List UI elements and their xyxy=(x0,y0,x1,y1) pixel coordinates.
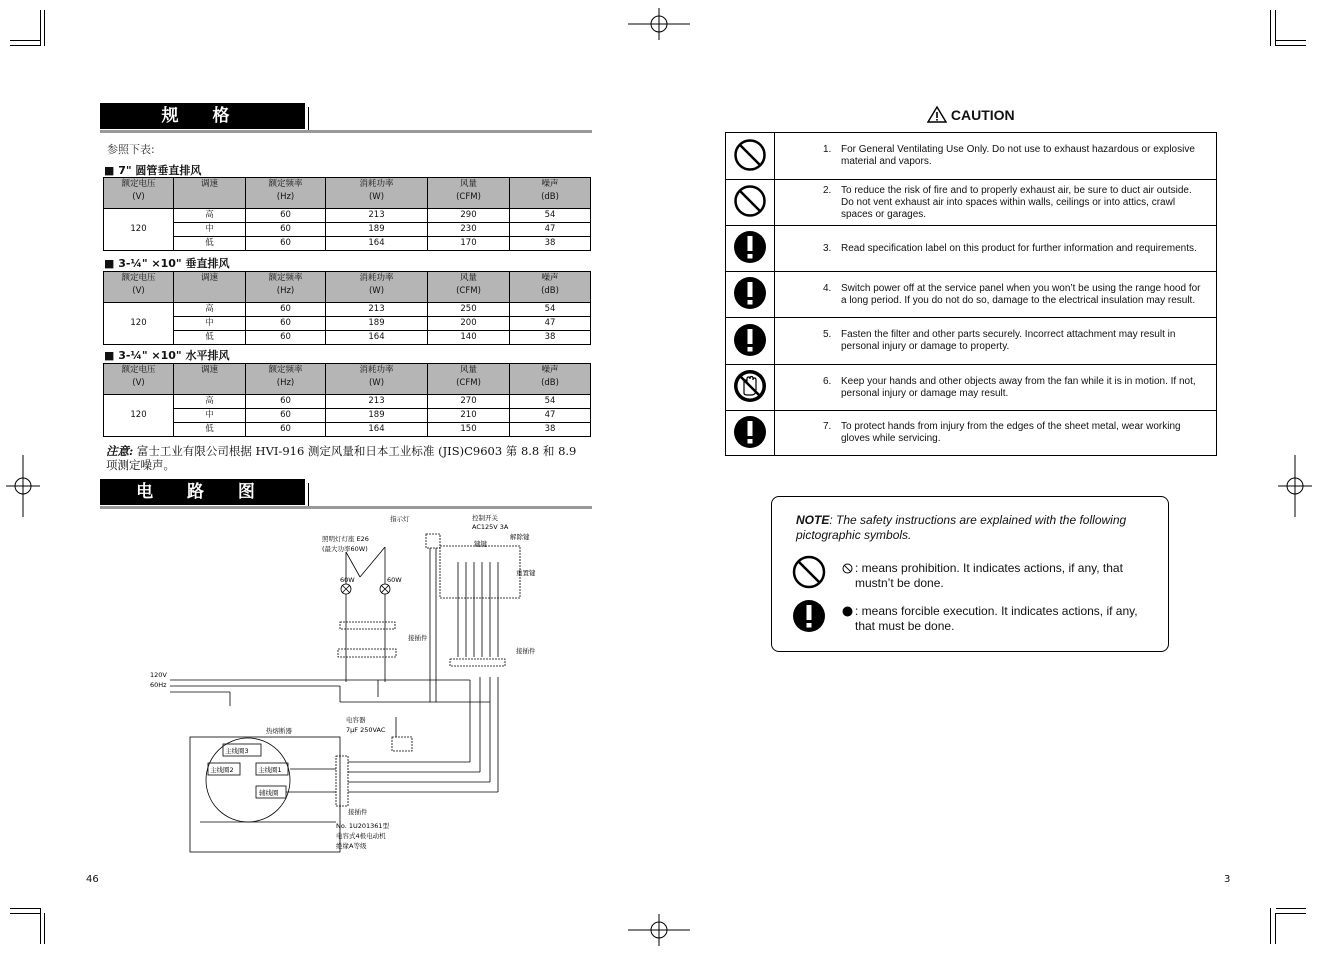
column-header: 额定电压 (V) xyxy=(104,364,174,395)
column-header: 调速 xyxy=(174,178,246,209)
column-header: 消耗功率 (W) xyxy=(326,364,428,395)
voltage-cell: 120 xyxy=(104,303,174,345)
control-switch-label: 控制开关 xyxy=(472,514,498,522)
supply-frequency-label: 60Hz xyxy=(150,681,167,689)
caution-text-cell xyxy=(775,180,1217,226)
mandatory-icon xyxy=(792,599,826,633)
table-row xyxy=(104,409,591,423)
column-header: 消耗功率 (W) xyxy=(326,272,428,303)
table-cell: 189 xyxy=(326,409,428,423)
column-header: 噪声 (dB) xyxy=(510,364,591,395)
key-label: 键键 xyxy=(474,540,487,548)
voltage-cell: 120 xyxy=(104,395,174,437)
table-title-2: ■ 3-¼" ×10" 垂直排风 xyxy=(104,257,230,270)
table-row xyxy=(104,303,591,317)
mandatory-icon xyxy=(733,323,767,360)
table-cell: 213 xyxy=(326,395,428,409)
column-header: 调速 xyxy=(174,272,246,303)
table-cell: 164 xyxy=(326,423,428,437)
page-number-left: 46 xyxy=(86,874,99,885)
table-cell: 270 xyxy=(428,395,510,409)
table-cell: 213 xyxy=(326,303,428,317)
table-cell: 60 xyxy=(246,209,326,223)
caution-row xyxy=(726,411,1217,456)
table-cell: 170 xyxy=(428,237,510,251)
table-cell: 高 xyxy=(174,395,246,409)
main-coil-3-label: 主线圈3 xyxy=(225,747,249,755)
caution-text-cell xyxy=(775,133,1217,180)
caution-row xyxy=(726,133,1217,180)
note-intro: : The safety instructions are explained with the following pictographic symbols. xyxy=(796,513,1127,542)
connector-label-3: 接插件 xyxy=(348,808,368,816)
capacitor-rating-label: 7μF 250VAC xyxy=(346,726,386,734)
main-coil-2-label: 主线圈2 xyxy=(210,766,234,774)
table-cell: 189 xyxy=(326,223,428,237)
table-row xyxy=(104,209,591,223)
note-label: NOTE xyxy=(796,513,830,527)
table-cell: 150 xyxy=(428,423,510,437)
small-prohibition-icon xyxy=(842,563,853,574)
reset-key-label: 重置键 xyxy=(516,569,536,577)
spec-table-3 xyxy=(103,363,591,437)
table-cell: 60 xyxy=(246,303,326,317)
prohibition-text: : means prohibition. It indicates actions, if any, that mustn’t be done. xyxy=(855,561,1123,590)
table-cell: 中 xyxy=(174,223,246,237)
warning-triangle-icon xyxy=(927,106,947,123)
caution-item-text: To reduce the risk of fire and to properly exhaust air, be sure to duct air outside. Do not vent exhaust air into spaces within walls, ceilings or into attics, crawl spaces or garages. xyxy=(841,184,1192,220)
caution-item-text: Fasten the filter and other parts securely. Incorrect attachment may result in personal injury or damage to property. xyxy=(841,329,1176,352)
table-row xyxy=(104,237,591,251)
table-cell: 210 xyxy=(428,409,510,423)
caution-heading xyxy=(927,106,1015,123)
spec-table-2 xyxy=(103,271,591,345)
table-cell: 60 xyxy=(246,237,326,251)
caution-title: CAUTION xyxy=(950,107,1015,123)
caution-item-text: For General Ventilating Use Only. Do not use to exhaust hazardous or explosive material and vapors. xyxy=(841,144,1195,167)
section-rule xyxy=(100,130,592,133)
table-cell: 60 xyxy=(246,223,326,237)
table-cell: 47 xyxy=(510,317,591,331)
table-row xyxy=(104,423,591,437)
caution-text-cell xyxy=(775,226,1217,272)
table-cell: 60 xyxy=(246,317,326,331)
table-row xyxy=(104,317,591,331)
table-cell: 47 xyxy=(510,409,591,423)
table-row xyxy=(104,223,591,237)
spec-note xyxy=(106,444,586,472)
caution-icon-cell xyxy=(726,180,775,226)
table-cell: 38 xyxy=(510,423,591,437)
mandatory-icon xyxy=(733,415,767,452)
reference-text: 参照下表: xyxy=(107,143,155,156)
table-cell: 低 xyxy=(174,237,246,251)
column-header: 额定电压 (V) xyxy=(104,178,174,209)
caution-text-cell xyxy=(775,272,1217,318)
supply-voltage-label: 120V xyxy=(150,671,167,679)
column-header: 噪声 (dB) xyxy=(510,272,591,303)
table-cell: 60 xyxy=(246,395,326,409)
indicator-label: 指示灯 xyxy=(390,515,410,523)
table-cell: 38 xyxy=(510,237,591,251)
caution-icon-cell xyxy=(726,272,775,318)
caution-item-text: Keep your hands and other objects away from the fan while it is in motion. If not, personal injury or damage may result. xyxy=(841,375,1196,399)
column-header: 噪声 (dB) xyxy=(510,178,591,209)
caution-icon-cell xyxy=(726,226,775,272)
caution-item-number: 4. xyxy=(823,282,832,294)
caution-text-cell xyxy=(775,318,1217,365)
main-coil-1-label: 主线圈1 xyxy=(258,766,282,774)
caution-row xyxy=(726,365,1217,411)
connector-label-1: 接插件 xyxy=(408,634,428,642)
table-cell: 54 xyxy=(510,395,591,409)
capacitor-label: 电容器 xyxy=(346,716,366,724)
table-title-3: ■ 3-¼" ×10" 水平排风 xyxy=(104,349,230,362)
column-header: 消耗功率 (W) xyxy=(326,178,428,209)
note-label: 注意: xyxy=(106,444,134,458)
table-cell: 213 xyxy=(326,209,428,223)
column-header: 额定频率 (Hz) xyxy=(246,364,326,395)
table-row xyxy=(104,395,591,409)
table-cell: 200 xyxy=(428,317,510,331)
table-cell: 高 xyxy=(174,303,246,317)
forcible-text: : means forcible execution. It indicates actions, if any, that must be done. xyxy=(855,604,1138,633)
column-header: 额定频率 (Hz) xyxy=(246,272,326,303)
wiring-diagram xyxy=(140,512,560,857)
table-row xyxy=(104,331,591,345)
caution-item-number: 1. xyxy=(823,144,832,155)
caution-row xyxy=(726,272,1217,318)
caution-table xyxy=(725,132,1217,456)
voltage-cell: 120 xyxy=(104,209,174,251)
table-cell: 230 xyxy=(428,223,510,237)
caution-row xyxy=(726,226,1217,272)
lamp-holder-label: 照明灯灯座 E26 xyxy=(322,535,369,543)
column-header: 额定频率 (Hz) xyxy=(246,178,326,209)
table-cell: 低 xyxy=(174,423,246,437)
caution-item-number: 7. xyxy=(823,421,832,432)
caution-item-number: 5. xyxy=(823,329,832,340)
table-cell: 290 xyxy=(428,209,510,223)
prohibition-icon xyxy=(733,184,767,221)
spec-table-1 xyxy=(103,177,591,251)
table-cell: 140 xyxy=(428,331,510,345)
table-cell: 250 xyxy=(428,303,510,317)
table-cell: 60 xyxy=(246,423,326,437)
caution-text-cell xyxy=(775,411,1217,456)
table-title-1: ■ 7" 圆管垂直排风 xyxy=(104,164,202,177)
column-header: 风量 (CFM) xyxy=(428,364,510,395)
table-cell: 60 xyxy=(246,409,326,423)
table-cell: 189 xyxy=(326,317,428,331)
table-cell: 中 xyxy=(174,317,246,331)
switch-rating-label: AC125V 3A xyxy=(472,523,509,531)
column-header: 风量 (CFM) xyxy=(428,272,510,303)
table-cell: 60 xyxy=(246,331,326,345)
circuit-section-title: 电 路 图 xyxy=(100,479,305,505)
mandatory-icon xyxy=(733,276,767,313)
no-touch-icon xyxy=(733,369,767,406)
prohibition-icon xyxy=(733,138,767,175)
table-cell: 高 xyxy=(174,209,246,223)
page-number-right: 3 xyxy=(1224,874,1231,885)
prohibition-icon xyxy=(792,555,826,589)
spec-section-title: 规 格 xyxy=(100,103,305,129)
table-cell: 54 xyxy=(510,209,591,223)
column-header: 调速 xyxy=(174,364,246,395)
caution-icon-cell xyxy=(726,318,775,365)
caution-text-cell xyxy=(775,365,1217,411)
caution-icon-cell xyxy=(726,365,775,411)
aux-coil-label: 辅线圈 xyxy=(259,789,279,797)
motor-model-label: No. 1U201361型 xyxy=(336,822,390,830)
motor-type-label: 电容式4极电动机 xyxy=(336,832,386,840)
lamp-2-wattage: 60W xyxy=(387,576,402,584)
caution-item-text: Read specification label on this product for further information and requirements. xyxy=(841,242,1197,254)
caution-item-number: 3. xyxy=(823,242,832,254)
table-cell: 低 xyxy=(174,331,246,345)
table-cell: 中 xyxy=(174,409,246,423)
caution-icon-cell xyxy=(726,133,775,180)
column-header: 额定电压 (V) xyxy=(104,272,174,303)
caution-item-number: 2. xyxy=(823,184,832,196)
caution-row xyxy=(726,180,1217,226)
small-mandatory-icon xyxy=(842,606,853,617)
connector-label-2: 接插件 xyxy=(516,647,536,655)
table-cell: 47 xyxy=(510,223,591,237)
release-key-label: 解除键 xyxy=(510,533,530,541)
caution-icon-cell xyxy=(726,411,775,456)
lamp-1-wattage: 60W xyxy=(340,576,355,584)
table-cell: 164 xyxy=(326,331,428,345)
caution-row xyxy=(726,318,1217,365)
section-rule xyxy=(100,506,592,509)
caution-item-text: To protect hands from injury from the edges of the sheet metal, wear working gloves while servicing. xyxy=(841,421,1181,444)
table-cell: 38 xyxy=(510,331,591,345)
table-cell: 54 xyxy=(510,303,591,317)
caution-item-text: Switch power off at the service panel when you won’t be using the range hood for a long period. If you do not do so, damage to the electrical insulation may result. xyxy=(841,282,1201,306)
column-header: 风量 (CFM) xyxy=(428,178,510,209)
mandatory-icon xyxy=(733,230,767,267)
thermal-fuse-label: 热熔断器 xyxy=(266,727,292,735)
table-cell: 164 xyxy=(326,237,428,251)
motor-class-label: 绝缘A等级 xyxy=(336,842,367,850)
caution-item-number: 6. xyxy=(823,375,832,387)
note-text: 富士工业有限公司根据 HVI-916 测定风量和日本工业标准 (JIS)C9603 第 8.8 和 8.9 项测定噪声。 xyxy=(106,444,577,472)
lamp-max-label: (最大功率60W) xyxy=(322,545,368,553)
symbols-note-box xyxy=(771,496,1169,652)
note-paragraph xyxy=(796,513,1146,543)
